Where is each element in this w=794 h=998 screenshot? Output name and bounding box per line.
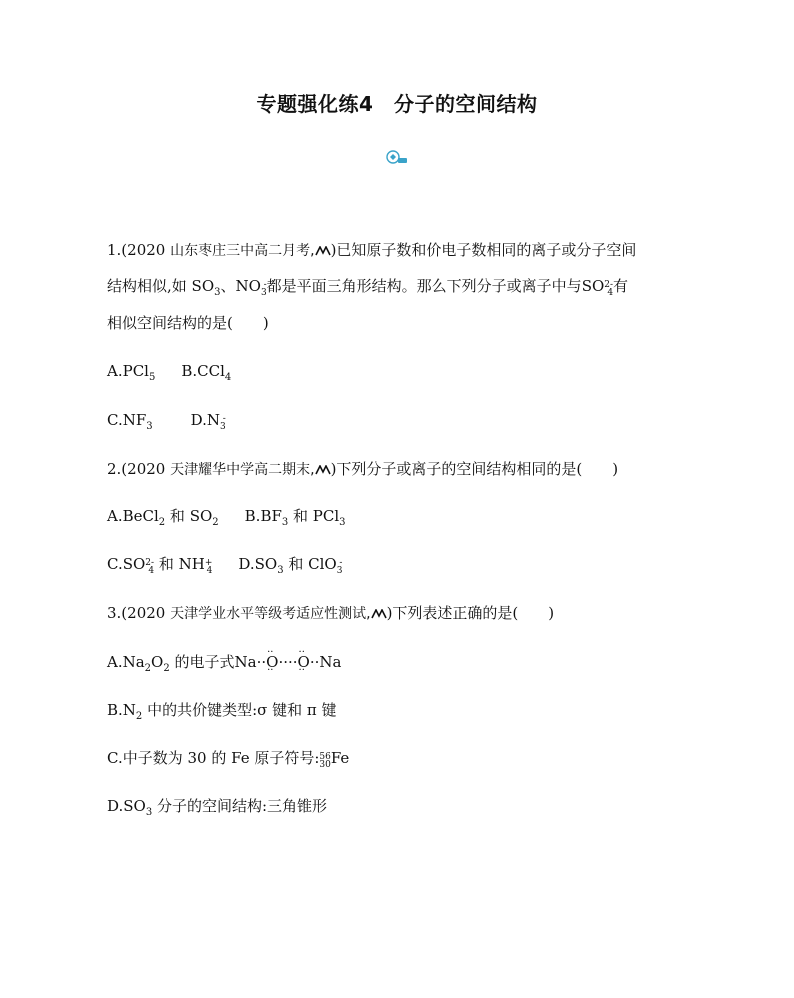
question-stem: )下列表述正确的是( ) [386,604,555,622]
subscript: 3 [281,517,289,528]
superscript: 2- [604,280,614,290]
subscript: 3 [260,288,267,298]
subscript: 3 [220,422,226,432]
subscript: 3 [214,287,221,298]
option-text: D.SO [238,555,278,573]
question-number: 3.(2020 [107,604,171,622]
subscript: 2 [135,711,143,722]
option-d[interactable] [238,555,343,576]
difficulty-star-icon [371,609,387,619]
ion-charge [145,559,154,575]
lecture-camera-icon[interactable] [386,150,408,164]
question-number: 1.(2020 [107,241,171,259]
stem-text: 有 [613,277,629,295]
stem-text: SO [581,277,605,295]
mass-number: 56 [319,752,331,762]
superscript: - [339,558,343,568]
superscript: 2- [145,558,155,568]
question-1-options-ab [107,361,231,381]
difficulty-star-icon [315,465,331,475]
question-1-line-2 [107,276,628,297]
option-d[interactable] [190,411,226,432]
subscript: 2 [158,517,166,528]
electron-dots: ·· [256,653,267,671]
ion-charge [604,281,613,297]
question-3-option-c[interactable] [107,748,349,769]
ion-charge [205,559,213,575]
stem-text: 、NO [220,277,261,295]
subscript: 3 [145,807,153,818]
option-text: B.BF [244,507,282,525]
option-a[interactable] [107,362,156,383]
option-text: 和 NH [154,555,205,573]
question-3-option-b[interactable] [107,700,337,720]
subscript: 2 [144,663,152,674]
stem-text: 结构相似,如 SO [107,277,215,295]
option-text: 分子的空间结构:三角锥形 [152,797,328,815]
option-text: 的电子式Na [169,653,257,671]
subscript: 4 [148,566,155,576]
option-text: 和 SO [165,507,213,525]
question-source: 山东枣庄三中高二月考, [170,243,315,259]
subscript: 5 [148,372,156,383]
question-2-line-1 [107,459,618,480]
subscript: 3 [339,517,346,528]
option-text: Fe [330,749,350,767]
question-3-line-1 [107,603,554,624]
electron-dots: ···· [278,653,298,671]
option-text: A.Na [107,653,145,671]
option-text: A.BeCl [107,507,159,525]
option-b[interactable] [244,507,346,528]
option-text: Na [319,653,342,671]
question-stem: )下列分子或离子的空间结构相同的是( ) [330,460,619,478]
question-source: 天津耀华中学高二期末, [170,462,315,478]
subscript: 4 [206,566,213,576]
option-text: 和 ClO [283,555,337,573]
oxygen-atom: ·· O ·· [298,652,310,672]
subscript: 2 [163,663,170,674]
question-source: 天津学业水平等级考适应性测试, [170,606,371,622]
option-text: B.N [107,701,136,719]
question-stem: )已知原子数和价电子数相同的离子或分子空间 [330,241,637,259]
option-text: C.NF [107,411,147,429]
oxygen-atom: ·· O ·· [266,652,278,672]
option-text: B.CCl [181,362,225,380]
ion-charge [337,559,343,575]
option-text: C.中子数为 30 的 Fe 原子符号: [107,749,320,767]
subscript: 3 [336,566,343,576]
option-a[interactable] [107,507,219,528]
subscript: 3 [146,421,153,432]
option-text: 和 PCl [288,507,340,525]
option-text: O [151,653,164,671]
nuclide-numbers [319,753,330,769]
question-2-options-cd [107,554,342,575]
question-3-option-d[interactable] [107,796,327,816]
question-1-line-1 [107,240,636,261]
option-c[interactable] [107,555,213,576]
superscript: - [222,414,226,424]
question-2-options-ab [107,506,346,526]
subscript: 4 [224,372,232,383]
ion-charge [220,415,226,431]
option-text: 中的共价键类型:σ 键和 π 键 [142,701,337,719]
question-1-line-3: 相似空间结构的是( ) [107,314,269,332]
question-3-option-a[interactable] [107,652,341,672]
option-text: C.SO [107,555,146,573]
stem-text: 都是平面三角形结构。那么下列分子或离子中与 [266,277,582,295]
option-text: A.PCl [107,362,149,380]
question-number: 2.(2020 [107,460,171,478]
electron-dots: ·· [309,653,320,671]
superscript: + [204,558,213,568]
option-text: D.SO [107,797,146,815]
superscript: - [263,280,267,290]
subscript: 3 [277,565,284,576]
option-text: D.N [190,411,221,429]
option-b[interactable] [181,362,232,383]
subscript: 2 [212,517,219,528]
page-title: 专题强化练4 分子的空间结构 [256,92,538,116]
subscript: 4 [607,288,614,298]
question-1-options-cd [107,410,226,431]
difficulty-star-icon [315,246,331,256]
atomic-number: 30 [319,760,331,770]
option-c[interactable] [107,411,153,432]
